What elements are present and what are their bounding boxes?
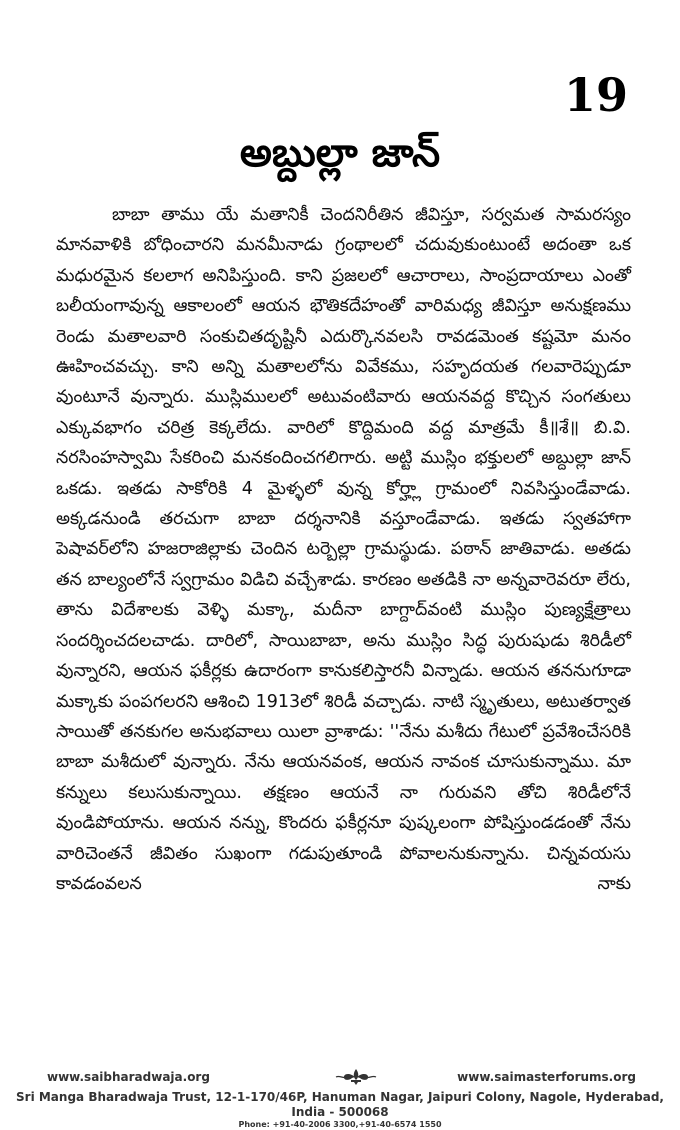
website-link-right[interactable]: www.saimasterforums.org [457,1070,636,1084]
trust-address: Sri Manga Bharadwaja Trust, 12-1-170/46P, Hanuman Nagar, Jaipuri Colony, Nagole, Hyderabad, India - 500068 [16,1090,664,1119]
body-text [56,200,631,899]
fleur-de-lis-icon [334,1068,378,1086]
website-link-left[interactable]: www.saibharadwaja.org [47,1070,210,1084]
trust-phone: Phone: +91-40-2006 3300,+91-40-6574 1550 [238,1120,442,1129]
chapter-number: 19 [563,68,628,122]
paragraph: బాబా తాము యే మతానికీ చెందనిరీతిన జీవిస్తూ, సర్వమత సామరస్యం మానవాళికి బోధించారని మనమీనాడు గ్రంథాలలో చదువుకుంటుంటే అదంతా ఒక మధురమైన కలలాగ అనిపిస్తుంది. కాని ప్రజలలో ఆచారాలు, సాంప్రదాయాలు ఎంతో బలీయంగావున్న ఆకాలంలో ఆయన భౌతికదేహంతో వారిమధ్య జీవిస్తూ అనుక్షణము రెండు మతాలవారి సంకుచితదృష్టినీ ఎదుర్కొనవలసి రావడమెంత కష్టమో మనం ఊహించవచ్చు. కాని అన్ని మతాలలోను వివేకము, సహృదయత గలవారెప్పుడూ వుంటూనే వున్నారు. ముస్లిములలో అటువంటివారు ఆయనవద్ద కొచ్చిన సంగతులు ఎక్కువభాగం చరిత్ర కెక్కలేదు. వారిలో కొద్దిమంది వద్ద మాత్రమే కీ॥శే॥ బి.వి. నరసింహస్వామి సేకరించి మనకందించగలిగారు. అట్టి ముస్లిం భక్తులలో అబ్దుల్లా జాన్ ఒకడు. ఇతడు సాకోరికి 4 మైళ్ళలో వున్న కోర్హ్లా గ్రామంలో నివసిస్తుండేవాడు. అక్కడనుండి తరచుగా బాబా దర్శనానికి వస్తూండేవాడు. ఇతడు స్వతహాగా పెషావర్‌లోని హజరాజిల్లాకు చెందిన టర్బెల్లా గ్రామస్థుడు. పఠాన్ జాతివాడు. అతడు తన బాల్యంలోనే స్వగ్రామం విడిచి వచ్చేశాడు. కారణం అతడికి నా అన్నవారెవరూ లేరు, తాను విదేశాలకు వెళ్ళి మక్కా, మదీనా బాగ్దాద్‌వంటి ముస్లిం పుణ్యక్షేత్రాలు సందర్శించదలచాడు. దారిలో, సాయిబాబా, అను ముస్లిం సిద్ధ పురుషుడు శిరిడీలో వున్నారని, ఆయన ఫకీర్లకు ఉదారంగా కానుకలిస్తారనీ విన్నాడు. ఆయన తననుగూడా మక్కాకు పంపగలరని ఆశించి 1913లో శిరిడీ వచ్చాడు. నాటి స్మృతులు, అటుతర్వాత సాయితో తనకుగల అనుభవాలు యిలా వ్రాశాడు: ''నేను మశీదు గేటులో ప్రవేశించేసరికి బాబా మశీదులో వున్నారు. నేను ఆయనవంక, ఆయన నావంక చూసుకున్నాము. మా కన్నులు కలుసుకున్నాయి. తక్షణం ఆయనే నా గురువని తోచి శిరిడీలోనే వుండిపోయాను. ఆయన నన్ను, కొందరు ఫకీర్లనూ పుష్కలంగా పోషిస్తుండడంతో నేను వారిచెంతనే జీవితం సుఖంగా గడుపుతూండి పోవాలనుకున్నాను. చిన్నవయసు కావడంవలన నాకు [56,205,631,894]
page-footer [0,1068,680,1129]
chapter-title: అబ్దుల్లా జాన్ [239,130,441,176]
